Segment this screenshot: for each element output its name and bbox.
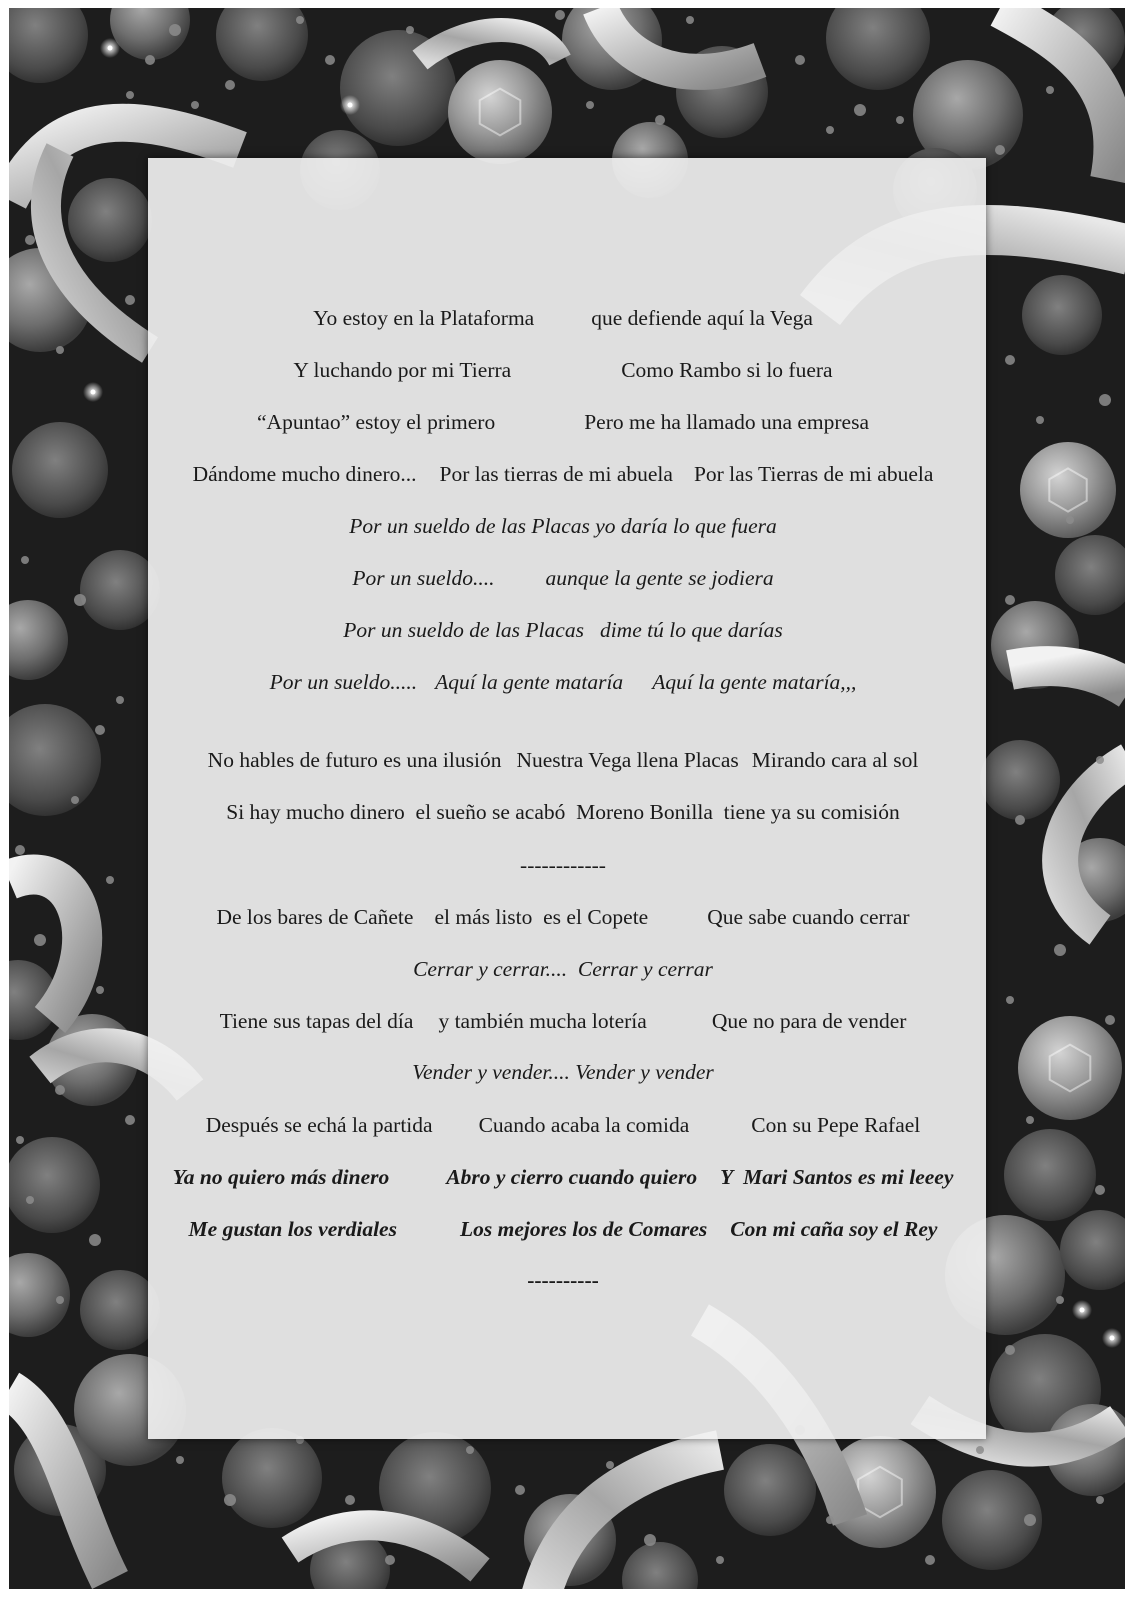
lyric-segment: dime tú lo que darías xyxy=(599,618,783,642)
confetti-dot xyxy=(34,934,46,946)
confetti-dot xyxy=(1036,416,1044,424)
lyric-segment: Yo estoy en la Plataforma xyxy=(313,306,535,330)
lyric-line xyxy=(148,409,978,435)
confetti-dot xyxy=(16,1136,24,1144)
confetti-dot xyxy=(224,1494,236,1506)
confetti-dot xyxy=(96,986,104,994)
sequin xyxy=(1020,442,1116,538)
lyric-segment: Que sabe cuando cerrar xyxy=(707,905,910,929)
lyric-line xyxy=(148,1164,978,1190)
separator xyxy=(148,1267,978,1293)
ribbon xyxy=(1010,666,1130,690)
lyric-segment: Me gustan los verdiales xyxy=(188,1217,397,1241)
confetti-dot xyxy=(795,55,805,65)
confetti-dot xyxy=(826,1516,834,1524)
lyric-segment: y también mucha lotería xyxy=(438,1009,647,1033)
confetti-dot xyxy=(225,80,235,90)
confetti-dot xyxy=(406,26,414,34)
confetti-dot xyxy=(896,116,904,124)
lyric-line xyxy=(148,669,978,695)
lyric-segment: No hables de futuro es una ilusión xyxy=(207,748,502,772)
lyric-segment: Nuestra Vega llena Placas xyxy=(516,748,739,772)
confetti-dot xyxy=(191,101,199,109)
lyric-segment: Mirando cara al sol xyxy=(751,748,919,772)
confetti-dot xyxy=(1015,815,1025,825)
lyric-line xyxy=(148,1059,978,1085)
lyric-segment: Vender y vender.... Vender y vender xyxy=(412,1060,714,1084)
lyric-segment: Y Mari Santos es mi leeey xyxy=(720,1165,954,1189)
confetti-dot xyxy=(74,594,86,606)
confetti-dot xyxy=(126,91,134,99)
separator-dashes: ------------ xyxy=(520,853,606,877)
sparkle xyxy=(91,390,96,395)
lyric-segment: Que no para de vender xyxy=(711,1009,907,1033)
lyric-line xyxy=(148,565,978,591)
confetti-dot xyxy=(1105,1015,1115,1025)
confetti-dot xyxy=(606,1461,614,1469)
sequin xyxy=(222,1428,322,1528)
confetti-dot xyxy=(1005,1345,1015,1355)
confetti-dot xyxy=(1095,1185,1105,1195)
sequin xyxy=(4,1137,100,1233)
lyric-line xyxy=(148,747,978,773)
confetti-dot xyxy=(1056,1296,1064,1304)
sequin xyxy=(68,178,152,262)
confetti-dot xyxy=(854,104,866,116)
confetti-dot xyxy=(325,55,335,65)
sequin xyxy=(1055,535,1135,615)
confetti-dot xyxy=(1096,1496,1104,1504)
confetti-dot xyxy=(976,1446,984,1454)
confetti-dot xyxy=(26,1196,34,1204)
lyric-line xyxy=(148,461,978,487)
confetti-dot xyxy=(55,1085,65,1095)
sparkle xyxy=(348,103,353,108)
lyric-segment: Por las tierras de mi abuela xyxy=(439,462,673,486)
lyric-segment: Como Rambo si lo fuera xyxy=(621,358,833,382)
confetti-dot xyxy=(89,1234,101,1246)
lyric-segment: Por las Tierras de mi abuela xyxy=(693,462,934,486)
sequin xyxy=(12,422,108,518)
confetti-dot xyxy=(1006,996,1014,1004)
confetti-dot xyxy=(586,101,594,109)
confetti-dot xyxy=(1099,394,1111,406)
lyric-segment: Por un sueldo.... xyxy=(352,566,495,590)
lyric-segment: aunque la gente se jodiera xyxy=(545,566,774,590)
confetti-dot xyxy=(116,696,124,704)
sequin xyxy=(1018,1016,1122,1120)
lyric-segment: Los mejores los de Comares xyxy=(459,1217,708,1241)
confetti-dot xyxy=(95,725,105,735)
separator xyxy=(148,852,978,878)
lyric-segment: Cuando acaba la comida xyxy=(478,1113,690,1137)
confetti-dot xyxy=(716,1556,724,1564)
confetti-dot xyxy=(1005,595,1015,605)
lyric-segment: Aquí la gente mataría,,, xyxy=(652,670,857,694)
lyric-segment: Si hay mucho dinero el sueño se acabó Moreno Bonilla tiene ya su comisión xyxy=(226,800,900,824)
confetti-dot xyxy=(995,145,1005,155)
confetti-dot xyxy=(56,346,64,354)
confetti-dot xyxy=(1066,516,1074,524)
confetti-dot xyxy=(686,16,694,24)
confetti-dot xyxy=(644,1534,656,1546)
confetti-dot xyxy=(125,295,135,305)
confetti-dot xyxy=(925,1555,935,1565)
lyric-segment: Cerrar y cerrar.... Cerrar y cerrar xyxy=(413,957,713,981)
sequin xyxy=(724,1444,816,1536)
confetti-dot xyxy=(1046,86,1054,94)
sparkle xyxy=(1080,1308,1085,1313)
confetti-dot xyxy=(296,16,304,24)
sequin xyxy=(980,740,1060,820)
lyric-segment: “Apuntao” estoy el primero xyxy=(257,410,496,434)
confetti-dot xyxy=(1024,1514,1036,1526)
confetti-dot xyxy=(555,10,565,20)
lyric-segment: Después se echá la partida xyxy=(205,1113,433,1137)
lyric-segment: Pero me ha llamado una empresa xyxy=(584,410,869,434)
sequin xyxy=(1004,1129,1096,1221)
lyric-line xyxy=(148,1112,978,1138)
confetti-dot xyxy=(385,1555,395,1565)
confetti-dot xyxy=(1026,1116,1034,1124)
lyric-segment: Por un sueldo..... xyxy=(269,670,418,694)
sequin xyxy=(1022,275,1102,355)
lyric-line xyxy=(148,1008,978,1034)
confetti-dot xyxy=(466,1446,474,1454)
lyric-line xyxy=(148,357,978,383)
confetti-dot xyxy=(21,556,29,564)
confetti-dot xyxy=(1005,355,1015,365)
lyric-segment: Por un sueldo de las Placas xyxy=(343,618,584,642)
lyric-line xyxy=(148,513,978,539)
sparkle xyxy=(108,46,113,51)
lyric-line xyxy=(148,956,978,982)
confetti-dot xyxy=(1096,756,1104,764)
confetti-dot xyxy=(15,845,25,855)
lyric-line xyxy=(148,799,978,825)
confetti-dot xyxy=(25,235,35,245)
lyric-segment: Y luchando por mi Tierra xyxy=(293,358,512,382)
confetti-dot xyxy=(56,1296,64,1304)
lyric-segment: Con su Pepe Rafael xyxy=(751,1113,921,1137)
confetti-dot xyxy=(345,1495,355,1505)
sparkle xyxy=(1110,1336,1115,1341)
lyric-segment: que defiende aquí la Vega xyxy=(591,306,813,330)
lyric-segment: el más listo es el Copete xyxy=(434,905,649,929)
lyric-segment: Por un sueldo de las Placas yo daría lo que fuera xyxy=(349,514,777,538)
confetti-dot xyxy=(826,126,834,134)
lyric-segment: Abro y cierro cuando quiero xyxy=(446,1165,698,1189)
lyric-segment: Con mi caña soy el Rey xyxy=(730,1217,938,1241)
confetti-dot xyxy=(176,1456,184,1464)
lyric-segment: Ya no quiero más dinero xyxy=(172,1165,390,1189)
confetti-dot xyxy=(106,876,114,884)
lyric-segment: Dándome mucho dinero... xyxy=(192,462,417,486)
confetti-dot xyxy=(125,1115,135,1125)
lyric-segment: Tiene sus tapas del día xyxy=(219,1009,414,1033)
confetti-dot xyxy=(145,55,155,65)
separator-dashes: ---------- xyxy=(527,1268,599,1292)
lyric-line xyxy=(148,904,978,930)
confetti-dot xyxy=(515,1485,525,1495)
lyric-segment: Aquí la gente mataría xyxy=(435,670,624,694)
lyric-line xyxy=(148,305,978,331)
lyric-segment: De los bares de Cañete xyxy=(216,905,414,929)
confetti-dot xyxy=(71,796,79,804)
confetti-dot xyxy=(655,115,665,125)
confetti-dot xyxy=(1054,944,1066,956)
lyric-line xyxy=(148,1216,978,1242)
confetti-dot xyxy=(169,24,181,36)
lyric-line xyxy=(148,617,978,643)
sequin xyxy=(448,60,552,164)
